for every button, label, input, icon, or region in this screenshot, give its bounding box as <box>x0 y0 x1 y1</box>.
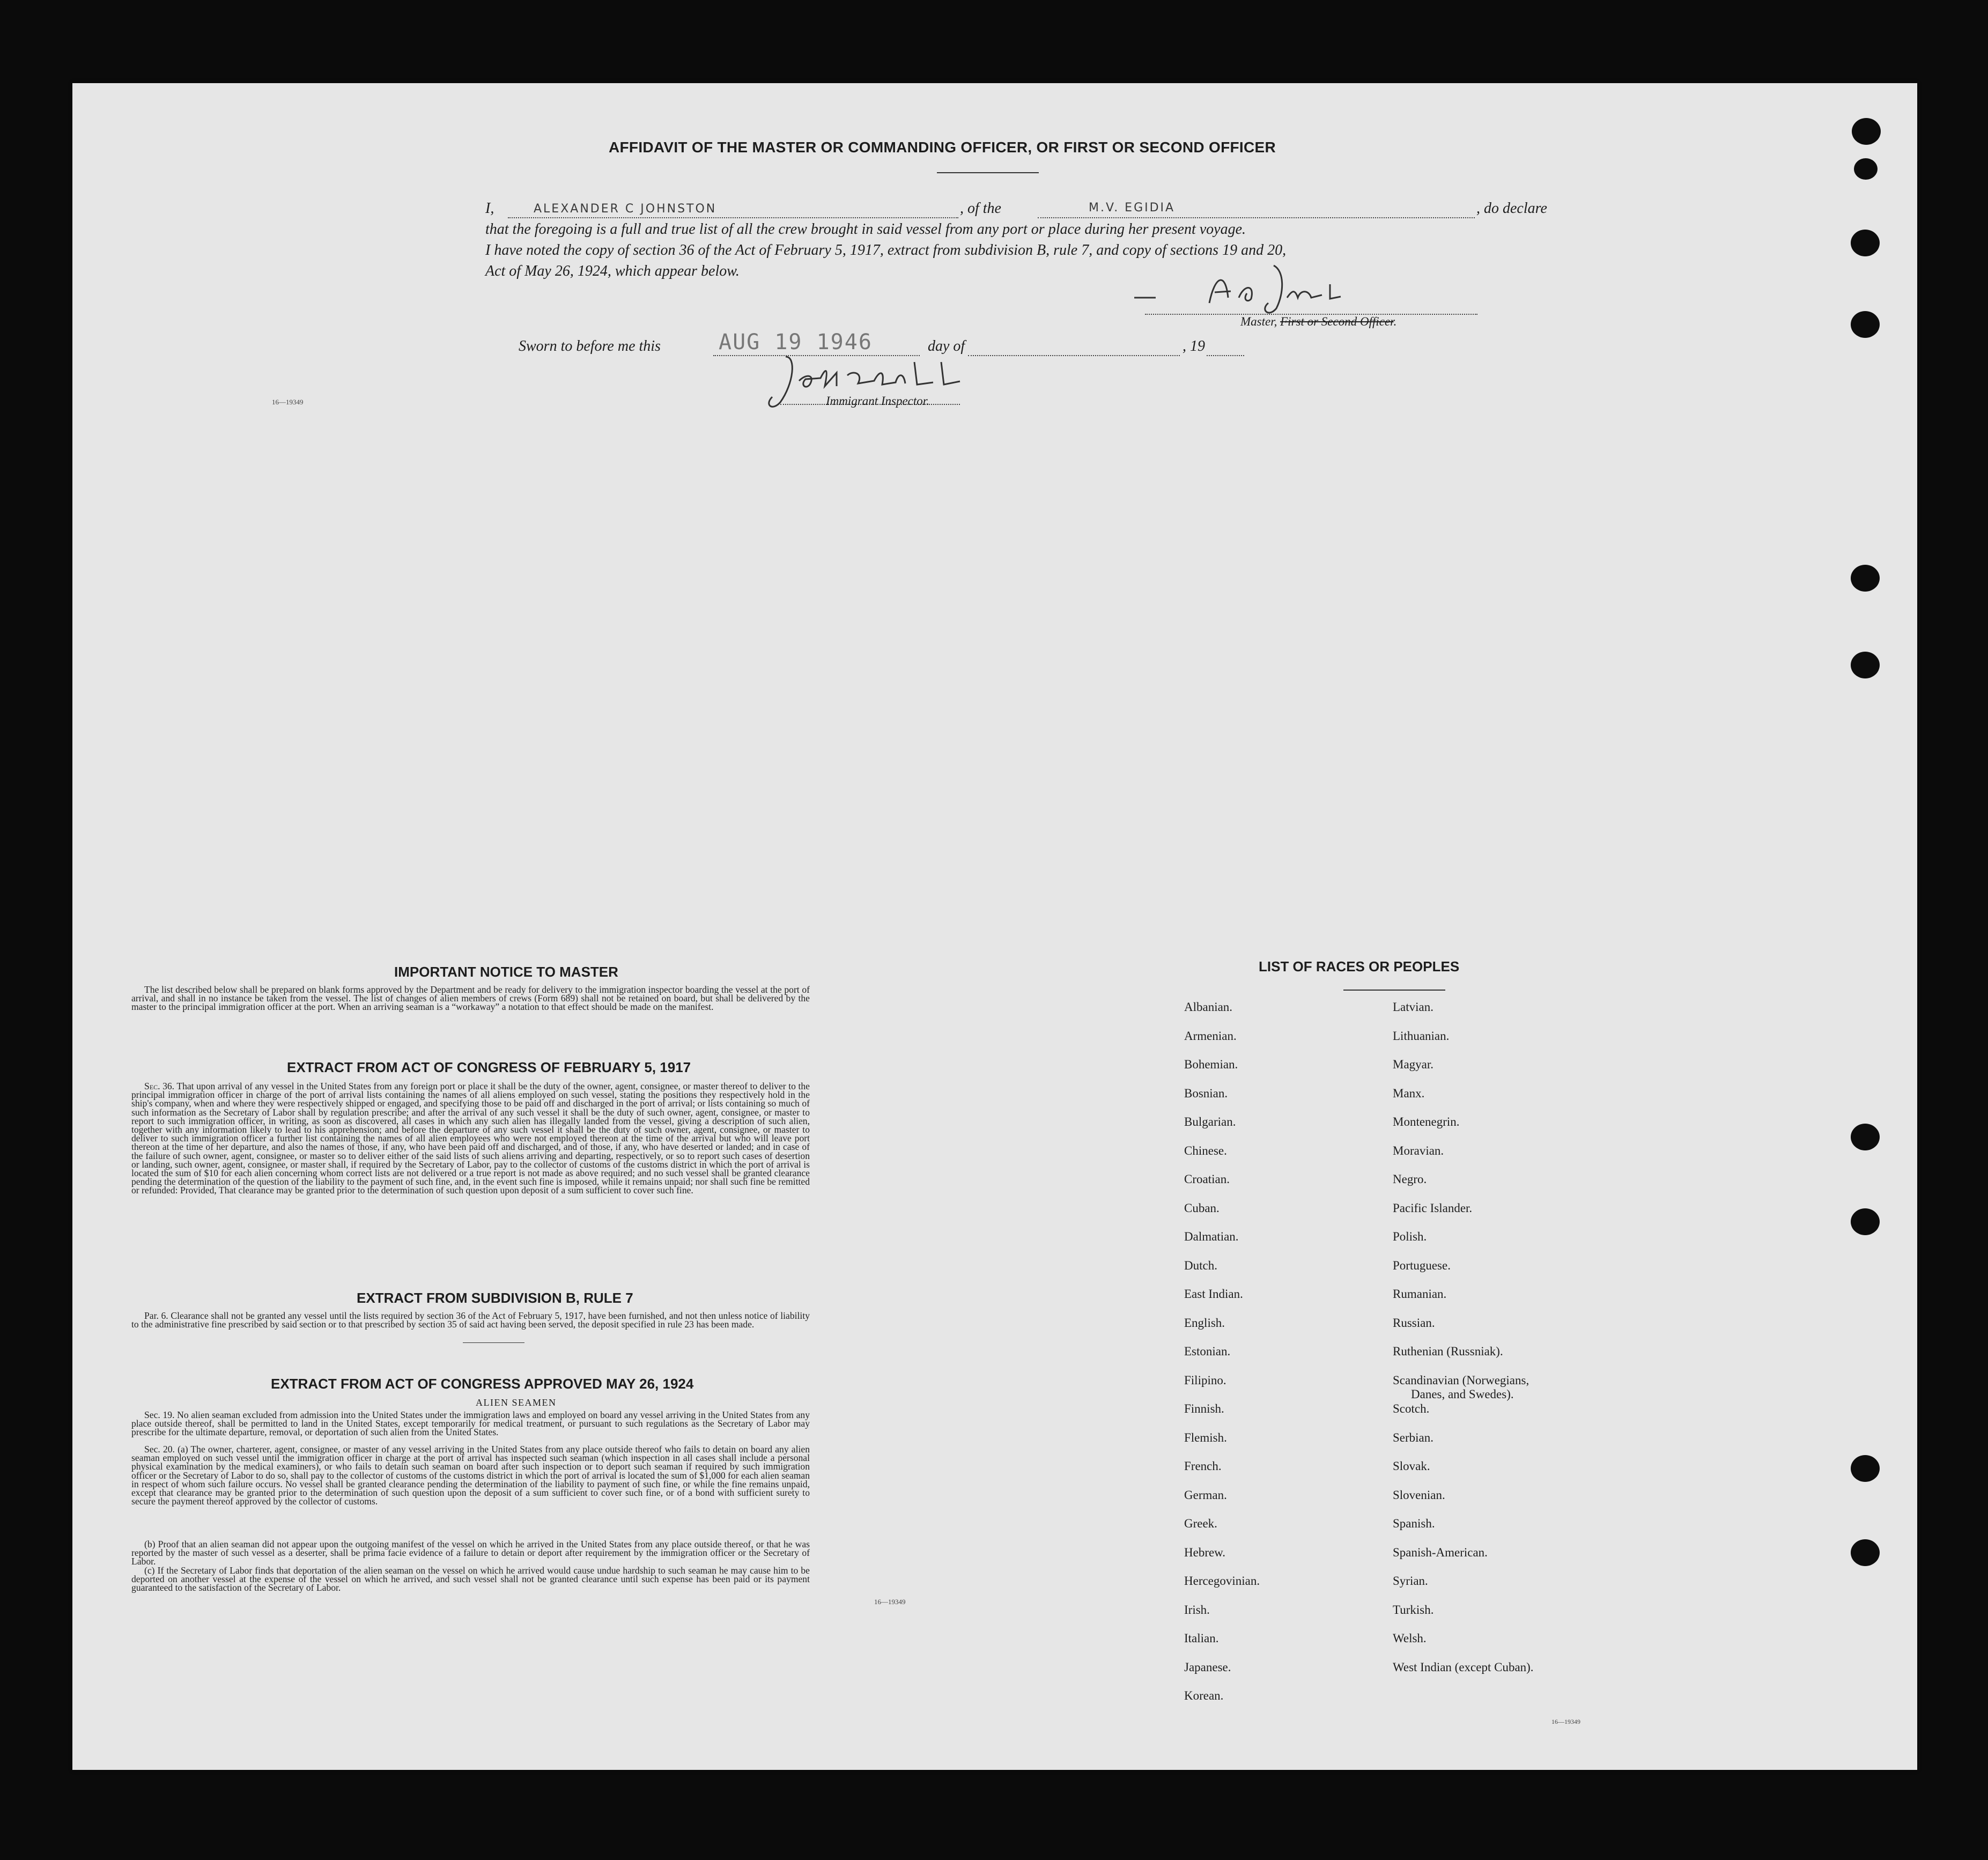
race-item: Bosnian. <box>1184 1086 1228 1100</box>
race-item: Cuban. <box>1184 1201 1220 1215</box>
race-item: Dalmatian. <box>1184 1230 1239 1243</box>
races-rule <box>1343 990 1445 991</box>
race-item: Ruthenian (Russniak). <box>1393 1345 1503 1358</box>
day-of-label: day of <box>928 338 965 355</box>
race-item: Hebrew. <box>1184 1545 1226 1559</box>
binder-hole-10 <box>1851 1539 1880 1566</box>
race-item: Finnish. <box>1184 1402 1224 1415</box>
notice-text: The list described below shall be prepared on blank forms approved by the Department and be ready for delivery to the immigration inspector boarding the vessel at the port of arrival, and shall in no instance be taken from the vessel. The list of changes of alien members of crews (Form 689) shall not be retained on board, but shall be delivered by the master to the principal immigration officer at the port. When an arriving seaman is a “workaway” a notation to that effect should be made on the manifest. <box>131 984 810 1013</box>
name-line <box>508 217 958 218</box>
do-declare-label: , do declare <box>1476 200 1547 217</box>
race-item: Negro. <box>1393 1172 1427 1186</box>
race-item: Irish. <box>1184 1603 1210 1617</box>
race-item: East Indian. <box>1184 1287 1243 1301</box>
race-item: Filipino. <box>1184 1373 1226 1387</box>
affidavit-line-2: that the foregoing is a full and true list of all the crew brought in said vessel from any port or place during her present voyage. <box>485 221 1246 238</box>
year-label: , 19 <box>1183 338 1205 355</box>
affidavit-line-3: I have noted the copy of section 36 of the Act of February 5, 1917, extract from subdivision B, rule 7, and copy of sections 19 and 20, <box>485 242 1287 259</box>
race-item: Italian. <box>1184 1632 1219 1645</box>
sec-36-body: That upon arrival of any vessel in the United States from any foreign port or place it shall be the duty of the owner, agent, consignee, or master thereof to deliver to the principal immigration officer in charge of the port of arrival lists containing the names of all aliens employed on such vessel, stating the positions they respectively hold in the ship's company, when and where they were respectively shipped or engaged, and specifying those to be paid off and discharged in the port of arrival; or lists containing so much of such information as the Secretary of Labor shall by regulation prescribe; and after the arrival of any such vessel it shall be the duty of such owner, agent, consignee, or master to report to such immigration officer, in writing, as soon as discovered, all cases in which any such alien has illegally landed from the vessel, giving a description of such alien, together with any information likely to lead to his apprehension; and before the departure of any such vessel it shall be the duty of such owner, agent, consignee, or master to deliver to such immigration officer a further list containing the names of all alien employees who were not employed thereon at the time of the arrival but who will leave port thereon at the time of her departure, and also the names of those, if any, who have been paid off and discharged, and of those, if any, who have deserted or landed; and in case of the failure of such owner, agent, consignee, or master so to deliver either of the said lists of such aliens arriving and departing, respectively, or so to report such cases of desertion or landing, such owner, agent, consignee, or master shall, if required by the Secretary of Labor, pay to the collector of customs of the customs district in which the port of arrival is located the sum of $10 for each alien concerning whom correct lists are not delivered or a true report is not made as above required; and no such vessel shall be granted clearance pending the determination of the question of the liability to the payment of such fine, and, in the event such fine is imposed, while it remains unpaid; nor shall such fine be remitted or refunded: Provided, That clearance may be granted prior to the determination of such question upon deposit of a sum sufficient to cover such fine. <box>131 1081 810 1196</box>
race-item: Chinese. <box>1184 1143 1227 1157</box>
race-item: Moravian. <box>1393 1143 1444 1157</box>
extract-1917-text <box>131 1082 810 1195</box>
race-item: Korean. <box>1184 1689 1224 1702</box>
race-item: Montenegrin. <box>1393 1115 1460 1128</box>
race-item: Magyar. <box>1393 1058 1434 1071</box>
binder-hole-9 <box>1851 1455 1880 1482</box>
binder-hole-4 <box>1851 311 1880 338</box>
race-item: Serbian. <box>1393 1430 1434 1444</box>
race-item: Japanese. <box>1184 1660 1231 1674</box>
of-the-label: , of the <box>960 200 1001 217</box>
affidavit-i: I, <box>485 200 494 217</box>
binder-hole-1 <box>1852 118 1881 145</box>
month-line <box>968 355 1180 356</box>
binder-hole-7 <box>1851 1124 1880 1150</box>
race-item: Estonian. <box>1184 1345 1231 1358</box>
race-item: Lithuanian. <box>1393 1029 1450 1043</box>
extract-1924-title: EXTRACT FROM ACT OF CONGRESS APPROVED MAY 26, 1924 <box>271 1376 694 1392</box>
master-caption-end: . <box>1393 315 1397 328</box>
struck-officer-label: First or Second Officer <box>1280 315 1394 328</box>
binder-hole-3 <box>1851 230 1880 256</box>
date-stamp: AUG 19 1946 <box>719 330 873 355</box>
extract-1924-sec-19: Sec. 19. No alien seaman excluded from admission into the United States under the immigration laws and employed on board any vessel arriving in the United States from any place outside thereof, shall be permitted to land in the United States, except temporarily for medical treatment, or pursuant to such regulations as the Secretary of Labor may prescribe for the ultimate departure, removal, or deportation of such alien from the United States. <box>131 1409 810 1438</box>
races-form-number: 16—19349 <box>1551 1718 1580 1725</box>
race-item: Welsh. <box>1393 1632 1427 1645</box>
race-item: Bohemian. <box>1184 1058 1238 1071</box>
extract-form-number: 16—19349 <box>874 1598 906 1606</box>
affidavit-form-number: 16—19349 <box>272 398 304 406</box>
binder-hole-2 <box>1854 158 1878 180</box>
extract-1917-title: EXTRACT FROM ACT OF CONGRESS OF FEBRUARY 5, 1917 <box>287 1059 691 1075</box>
master-caption <box>1240 315 1396 329</box>
sworn-label: Sworn to before me this <box>519 338 661 355</box>
race-item: Pacific Islander. <box>1393 1201 1473 1215</box>
vessel-name-handwritten: M.V. EGIDIA <box>1089 201 1176 215</box>
race-item: Latvian. <box>1393 1000 1433 1014</box>
race-item: Syrian. <box>1393 1574 1428 1588</box>
year-line <box>1207 355 1244 356</box>
binder-hole-6 <box>1851 652 1880 678</box>
race-item: Greek. <box>1184 1517 1217 1530</box>
race-item: Russian. <box>1393 1316 1435 1330</box>
alien-seamen-subtitle: ALIEN SEAMEN <box>476 1397 557 1408</box>
races-title: LIST OF RACES OR PEOPLES <box>1259 958 1460 975</box>
master-signature <box>1124 260 1376 319</box>
race-item: Armenian. <box>1184 1029 1237 1043</box>
race-item: French. <box>1184 1459 1222 1473</box>
race-item: West Indian (except Cuban). <box>1393 1660 1534 1674</box>
master-name-handwritten: ALEXANDER C JOHNSTON <box>534 202 717 216</box>
rule-7-text: Par. 6. Clearance shall not be granted any vessel until the lists required by section 36 of the Act of February 5, 1917, have been furnished, and not then unless notice of liability to the administrative fine prescribed by said section or to that prescribed by section 35 of said act having been served, the deposit specified in rule 23 has been made. <box>131 1310 810 1330</box>
race-item: Spanish-American. <box>1393 1545 1488 1559</box>
extract-1924-sec-20c: (c) If the Secretary of Labor finds that deportation of the alien seaman on the vessel on which he arrived would cause undue hardship to such seaman he may cause him to be deported on another vessel at the expense of the vessel on which he arrived, and such vessel shall not be granted clearance until such expense has been paid or its payment guaranteed to the satisfaction of the Secretary of Labor. <box>131 1565 810 1593</box>
race-item: Albanian. <box>1184 1000 1233 1014</box>
rule-7-title: EXTRACT FROM SUBDIVISION B, RULE 7 <box>357 1290 633 1306</box>
race-item: Rumanian. <box>1393 1287 1447 1301</box>
race-item: Portuguese. <box>1393 1258 1451 1272</box>
master-label: Master, <box>1240 315 1277 328</box>
race-item: Bulgarian. <box>1184 1115 1236 1128</box>
race-item: Flemish. <box>1184 1430 1227 1444</box>
race-item: Scandinavian (Norwegians, <box>1393 1373 1529 1387</box>
race-item: English. <box>1184 1316 1225 1330</box>
race-item: Croatian. <box>1184 1172 1230 1186</box>
extract-1924-sec-20a: Sec. 20. (a) The owner, charterer, agent, consignee, or master of any vessel arriving in the United States from any place outside thereof who fails to detain on board any alien seaman employed on such vessel until the immigration officer in charge at the port of arrival has inspected such seaman (which inspection in all cases shall include a personal physical examination by the medical examiners), or who fails to detain such seaman on board after such inspection or to deport such seaman if required by such immigration officer or the Secretary of Labor to do so, shall pay to the collector of customs of the customs district in which the port of arrival is located the sum of $1,000 for each alien seaman in respect of whom such failure occurs. No vessel shall be granted clearance pending the determination of the liability to payment of such fine, or while the fine remains unpaid, except that clearance may be granted prior to the determination of such question upon the deposit of a sum sufficient to cover such fine, or of a bond with sufficient surety to secure the payment thereof approved by the collector of customs. <box>131 1444 810 1507</box>
race-item: Turkish. <box>1393 1603 1434 1617</box>
title-rule <box>937 172 1039 173</box>
race-item: Scotch. <box>1393 1402 1430 1415</box>
rule-7-divider <box>463 1342 524 1343</box>
race-item: Manx. <box>1393 1086 1425 1100</box>
race-item: Hercegovinian. <box>1184 1574 1260 1588</box>
race-item: Dutch. <box>1184 1258 1217 1272</box>
inspector-caption: Immigrant Inspector. <box>826 394 929 408</box>
race-item: Slovenian. <box>1393 1488 1445 1502</box>
form-page <box>72 83 1917 1770</box>
race-item: Polish. <box>1393 1230 1427 1243</box>
notice-title: IMPORTANT NOTICE TO MASTER <box>394 964 618 980</box>
race-item: Slovak. <box>1393 1459 1430 1473</box>
binder-hole-8 <box>1851 1208 1880 1235</box>
extract-1924-sec-20b: (b) Proof that an alien seaman did not appear upon the outgoing manifest of the vessel on which he arrived in the United States from any place outside thereof, or that he was reported by the master of such vessel as a deserter, shall be prima facie evidence of a failure to detain or deport after requirement by the immigration officer or the Secretary of Labor. <box>131 1539 810 1567</box>
affidavit-line-4: Act of May 26, 1924, which appear below. <box>485 263 740 279</box>
race-item: Danes, and Swedes). <box>1411 1387 1514 1401</box>
affidavit-title: AFFIDAVIT OF THE MASTER OR COMMANDING OFFICER, OR FIRST OR SECOND OFFICER <box>609 139 1276 156</box>
race-item: German. <box>1184 1488 1227 1502</box>
race-item: Spanish. <box>1393 1517 1435 1530</box>
binder-hole-5 <box>1851 565 1880 592</box>
vessel-line <box>1038 217 1475 218</box>
sec-36-label: Sec. 36. <box>144 1081 175 1091</box>
